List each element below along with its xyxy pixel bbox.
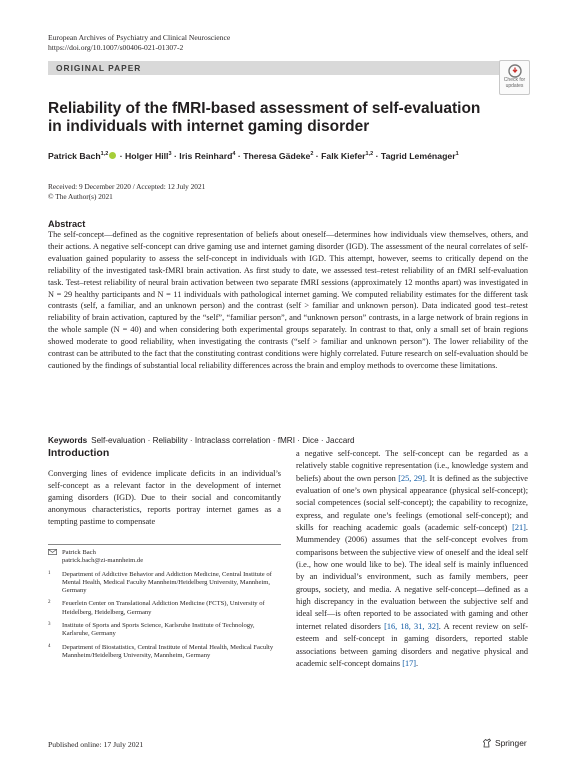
author-affiliation-ref: 1,2 [365,151,374,158]
check-updates-line1: Check for [503,77,526,83]
check-updates-icon [508,64,522,78]
keywords [48,436,528,445]
introduction-column-left: Converging lines of evidence implicate deficits in an individual’s self-concept as a relevant factor in the development of internet gaming disorders (IGD). Due to their social and concomitantly anonymous characteristics, reports portray internet games as a tempting pastime to compensate [48,469,281,527]
received-accepted-dates: Received: 9 December 2020 / Accepted: 12 July 2021 [48,182,206,191]
author-affiliation-ref: 3 [168,151,172,158]
article-dates [48,182,205,202]
author-affiliation-ref: 4 [232,151,236,158]
publisher-logo [482,738,527,748]
publisher-name: Springer [495,738,527,748]
contact-name: Patrick Bach [62,549,96,556]
author-name[interactable]: Tagrid Leménager [380,151,456,161]
affiliation-number: 1 [48,570,51,576]
author-name[interactable]: Holger Hill [125,151,169,161]
author-list: Patrick Bach$^{1,2}$ · Holger Hill$^3$ · Iris Reinhard$^4$ · Theresa Gädeke$^2$ · Falk Kiefer$^{1,2}$ · Tagrid Leménager$^1$ [48,151,459,161]
affiliation-text: Department of Biostatistics, Central Institute of Mental Health, Medical Faculty Mannheim/Heidelberg University, Mannheim, Germany [62,643,274,659]
author-name[interactable]: Iris Reinhard [179,151,233,161]
author-name[interactable]: Patrick Bach [48,151,101,161]
footnotes [48,549,281,666]
contact-email[interactable]: patrick.bach@zi-mannheim.de [62,557,144,565]
affiliation-text: Feuerlein Center on Translational Addiction Medicine (FCTS), University of Heidelberg, Heidelberg, Germany [62,600,265,616]
intro-paragraph-text: . [416,658,419,668]
footnote-divider [48,544,281,545]
affiliation-item [48,600,281,616]
article-title: Reliability of the fMRI-based assessment of self-evaluation in individuals with internet gaming disorder [48,100,481,135]
keywords-label: Keywords [48,436,88,445]
springer-horse-icon [482,738,492,748]
intro-paragraph-text: . It is defined as the subjective evaluation of one’s own physical appearance (physical self-concept); social competences (social self-concept); the capability to recognize, express, and regulate one’s feelings (emotional self-concept); and skills for reaching academic goals (academic self-concept) [296,473,528,533]
affiliation-item [48,622,281,638]
intro-paragraph-text: . A recent review on self-esteem and self-concept in gaming disorders, reported stable associations between gaming disorders and negative physical and academic self-concept domains [296,621,528,668]
abstract-text: The self-concept—defined as the cognitive representation of beliefs about oneself—determines how individuals view themselves, others, and their actions. A negative self-concept can drive gaming use and internet gaming disorder (IGD). The assessment of the neural correlates of self-evaluation gained popularity to assess the self-concept in individuals with IGD. This attempt, however, seems to critically depend on the reliability of the investigated task-fMRI brain activation. As first study to date, we assessed test–retest reliability of an fMRI self-evaluation task. Test–retest reliability of neural brain activation between two separate fMRI sessions (approximately 12 months apart) was investigated in N = 29 healthy participants and N = 11 individuals with pathological internet gaming. We computed reliability estimates for the different task contrasts (self, a familiar, and an unknown person) and the contrast (self > familiar and unknown person). Data indicated good test–retest reliability of brain activation, captured by the “self”, “familiar person”, and “unknown person” contrasts, in a large network of brain regions in the whole sample (N = 40) and when considering both experimental groups separately. In contrast to that, only a small set of brain regions showed moderate to good reliability, when investigating the contrasts (“self > familiar and unknown person”). The lower reliability of the contrast can be attributed to the fact that the constituting contrast conditions were highly correlated. Future research on self-evaluation should be cautioned by the findings of substantial local reliability differences across the brain and employ methods to overcome these limitations. [48,230,528,370]
keywords-list: Self-evaluation · Reliability · Intraclass correlation · fMRI · Dice · Jaccard [91,436,355,445]
citation-link[interactable]: [17] [402,658,417,668]
corresponding-author [48,549,281,565]
check-updates-line2: updates [505,82,524,89]
intro-paragraph-text: . Mummendey (2006) assumes that the self-concept evolves from comparisons between the subjective view of oneself and the ideal self (i.e., how one would like to be). The ideal self is mainly influenced by an individual’s environment, such as family members, peer groups, society, and media. A negative self-concept—defined as a high discrepancy in the evaluation between the subjective self and ideal self—is often reported to be associated with gaming and other internet related disorders [296,523,528,631]
citation-link[interactable]: [16, 18, 31, 32] [384,621,439,631]
intro-paragraph-text: a negative self-concept. The self-concept can be regarded as a relatively stable cognitive representation (i.e., knowledge system and beliefs) about the own person [296,449,528,483]
envelope-icon [48,549,57,558]
check-for-updates-button[interactable] [499,60,530,95]
author-name[interactable]: Falk Kiefer [321,151,366,161]
affiliation-item [48,644,281,660]
affiliation-number: 4 [48,643,51,649]
author-affiliation-ref: 2 [310,151,314,158]
journal-name: European Archives of Psychiatry and Clinical Neuroscience [48,33,231,42]
affiliation-item [48,571,281,595]
affiliation-text: Department of Addictive Behavior and Addiction Medicine, Central Institute of Mental Health, Medical Faculty Mannheim/Heidelberg University, Mannheim, Germany [62,570,272,594]
author-name[interactable]: Theresa Gädeke [243,151,311,161]
author-affiliation-ref: 1,2 [100,151,109,158]
author-affiliation-ref: 1 [455,151,459,158]
orcid-icon[interactable] [109,152,116,159]
article-type-badge [48,61,528,75]
doi-link[interactable]: https://doi.org/10.1007/s00406-021-01307-2 [48,43,184,52]
citation-link[interactable]: [25, 29] [398,473,425,483]
article-type-label: ORIGINAL PAPER [56,63,142,73]
citation-link[interactable]: [21] [512,523,526,533]
published-online-date: Published online: 17 July 2021 [48,740,144,749]
affiliation-number: 2 [48,600,51,606]
affiliation-number: 3 [48,622,51,628]
introduction-heading: Introduction [48,447,110,459]
abstract-heading: Abstract [48,219,86,229]
introduction-column-right [296,448,528,670]
copyright-notice: © The Author(s) 2021 [48,192,113,201]
affiliation-text: Institute of Sports and Sports Science, Karlsruhe Institute of Technology, Karlsruhe, Germany [62,622,255,638]
journal-header [48,33,230,53]
